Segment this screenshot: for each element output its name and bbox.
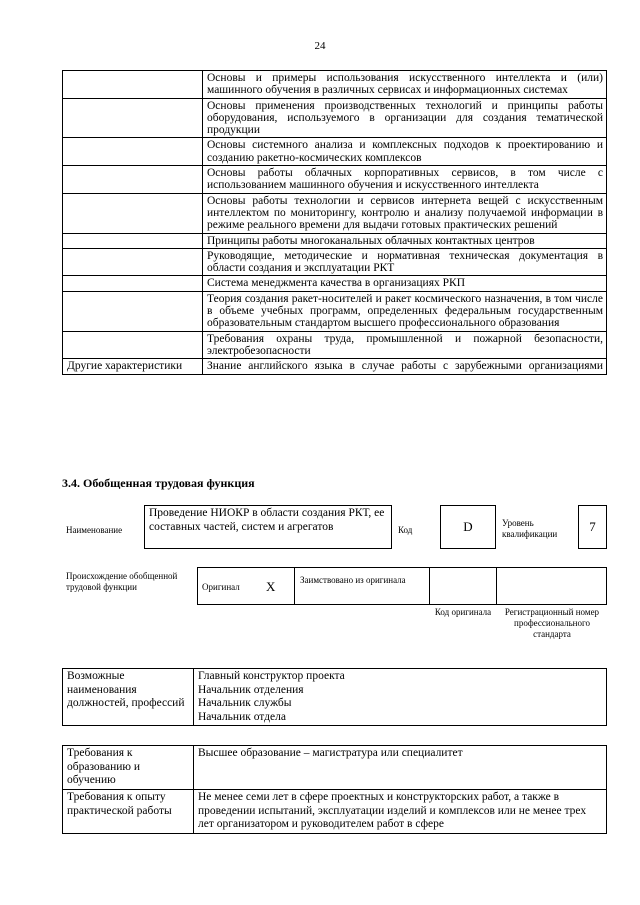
page-number: 24 [314,40,326,52]
knowledge-item: Основы и примеры использования искусственного интеллекта и (или) машинного обучения в различных сервисах и информационных системах [203,71,607,99]
left-cell [63,166,203,194]
requirements-table [62,745,607,834]
function-code-box [440,505,496,549]
left-cell [63,291,203,331]
knowledge-item: Основы работы облачных корпоративных сервисов, в том числе с использованием машинного обучения и искусственного интеллекта [203,166,607,194]
borrowed-label: Заимствовано из оригинала [300,575,406,585]
knowledge-item: Руководящие, методические и нормативная техническая документация в области создания и эксплуатации РКТ [203,248,607,276]
origin-box [197,567,607,605]
table-row [63,669,607,726]
original-mark: X [266,579,276,594]
education-value: Высшее образование – магистратура или специалитет [194,746,607,790]
left-cell [63,233,203,248]
table-row [63,331,607,359]
other-label: Другие характеристики [63,359,203,374]
original-label: Оригинал [202,582,240,592]
function-code-value: D [463,519,473,534]
table-row [63,790,607,834]
function-code-label: Код [398,525,413,535]
left-cell [63,248,203,276]
table-row [63,138,607,166]
function-name-value: Проведение НИОКР в области создания РКТ, ее составных частей, систем и агрегатов [149,507,385,533]
knowledge-table [62,70,607,375]
table-row [63,233,607,248]
education-label: Требования к образованию и обучению [63,746,194,790]
knowledge-item: Теория создания ракет-носителей и ракет космического назначения, в том числе в объеме учебных программ, определенных федеральным государственным образовательным стандартом высшего профессионального образования [203,291,607,331]
left-cell [63,138,203,166]
left-cell [63,71,203,99]
function-name-box [144,505,392,549]
position-item: Начальник отделения [198,683,304,696]
origin-reg-label: Регистрационный номер профессионального стандарта [504,607,600,639]
origin-divider-3 [496,567,497,605]
table-row [63,291,607,331]
table-row [63,98,607,138]
experience-label: Требования к опыту практической работы [63,790,194,834]
level-label: Уровень квалификации [502,518,558,539]
section-title: 3.4. Обобщенная трудовая функция [62,476,255,490]
table-row-other [63,359,607,374]
table-row [63,248,607,276]
table-row [63,166,607,194]
knowledge-item: Система менеджмента качества в организациях РКП [203,276,607,291]
position-item: Главный конструктор проекта [198,670,345,682]
function-name-label: Наименование [66,525,123,535]
level-value: 7 [589,519,596,534]
origin-code-label: Код оригинала [434,607,492,617]
table-row [63,746,607,790]
position-item: Начальник службы [198,697,292,709]
table-row [63,276,607,291]
positions-list [194,669,607,726]
knowledge-item: Принципы работы многоканальных облачных контактных центров [203,233,607,248]
left-cell [63,193,203,233]
knowledge-item: Основы системного анализа и комплексных подходов к проектированию и созданию ракетно-космических комплексов [203,138,607,166]
origin-label: Происхождение обобщенной трудовой функции [66,571,178,592]
level-box [578,505,607,549]
experience-value: Не менее семи лет в сфере проектных и конструкторских работ, а также в проведении испытаний, эксплуатации изделий и комплексов или не менее трех лет организатором и руководителем работ в сфере [194,790,607,834]
position-item: Начальник отдела [198,710,286,723]
positions-label: Возможные наименования должностей, профессий [63,669,194,726]
positions-table [62,668,607,726]
origin-divider-2 [429,567,430,605]
left-cell [63,98,203,138]
table-row [63,71,607,99]
table-row [63,193,607,233]
other-value: Знание английского языка в случае работы с зарубежными организациями [203,359,607,374]
knowledge-item: Основы применения производственных технологий и принципы работы оборудования, используемого в организации для создания тематической продукции [203,98,607,138]
knowledge-item: Основы работы технологии и сервисов интернета вещей с искусственным интеллектом по мониторингу, контролю и анализу получаемой информации в режиме реального времени для выдачи готовых практических решений [203,193,607,233]
left-cell [63,331,203,359]
origin-divider-1 [294,567,295,605]
left-cell [63,276,203,291]
knowledge-item: Требования охраны труда, промышленной и пожарной безопасности, электробезопасности [203,331,607,359]
